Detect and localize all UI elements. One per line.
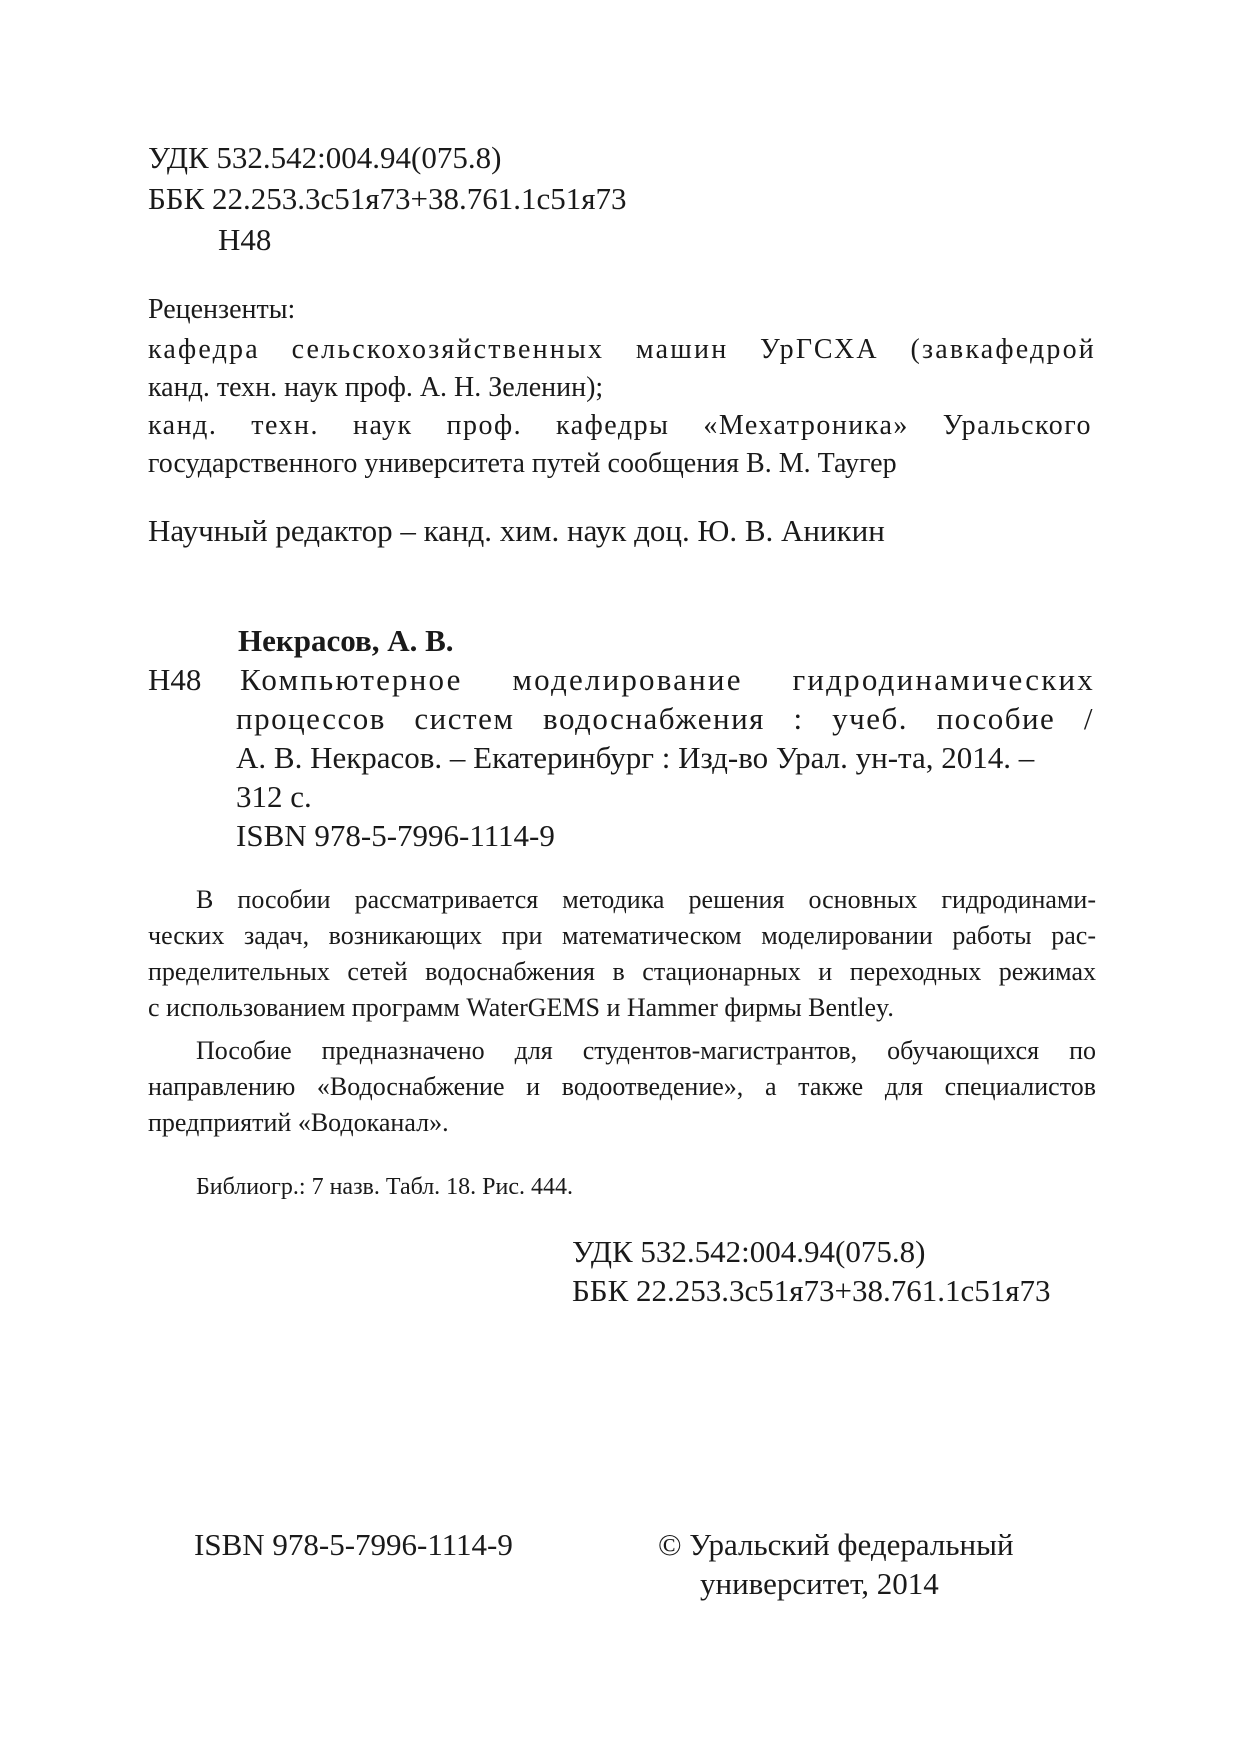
bibliography-note: Библиогр.: 7 назв. Табл. 18. Рис. 444. [196, 1174, 574, 1200]
copyright-line-2: университет, 2014 [700, 1566, 939, 1601]
record-mark: Н48 [148, 662, 202, 697]
annotation-line-3: пределительных сетей водоснабжения в стационарных и переходных режимах [148, 957, 1096, 986]
annotation-line-4: с использованием программ WaterGEMS и Hammer фирмы Bentley. [148, 993, 894, 1022]
annotation-line-7: предприятий «Водоканал». [148, 1108, 449, 1137]
udk-code-bottom: УДК 532.542:004.94(075.8) [572, 1234, 926, 1269]
record-title-line-1: Компьютерное моделирование гидродинамических [240, 662, 1095, 697]
footer-isbn: ISBN 978-5-7996-1114-9 [194, 1527, 513, 1562]
record-author: Некрасов, А. В. [238, 623, 454, 658]
reviewer-line-1: кафедра сельскохозяйственных машин УрГСХА (завкафедрой [148, 334, 1096, 365]
annotation-line-2: ческих задач, возникающих при математическом моделировании работы рас- [148, 921, 1096, 950]
record-isbn: ISBN 978-5-7996-1114-9 [236, 818, 555, 853]
reviewer-line-4: государственного университета путей сообщения В. М. Таугер [148, 448, 897, 479]
udk-code: УДК 532.542:004.94(075.8) [148, 140, 502, 175]
annotation-line-1: В пособии рассматривается методика решения основных гидродинами- [196, 885, 1096, 914]
author-mark: Н48 [218, 222, 272, 257]
record-title-line-3: А. В. Некрасов. – Екатеринбург : Изд-во Урал. ун-та, 2014. – [236, 740, 1035, 775]
bbk-code-bottom: ББК 22.253.3с51я73+38.761.1с51я73 [572, 1273, 1051, 1308]
annotation-line-6: направлению «Водоснабжение и водоотведение», а также для специалистов [148, 1072, 1096, 1101]
record-pages: 312 с. [236, 779, 312, 814]
copyright-line-1: © Уральский федеральный [658, 1527, 1014, 1562]
annotation-line-5: Пособие предназначено для студентов-магистрантов, обучающихся по [196, 1036, 1096, 1065]
bbk-code: ББК 22.253.3с51я73+38.761.1с51я73 [148, 181, 627, 216]
record-title-line-2: процессов систем водоснабжения : учеб. пособие / [236, 701, 1094, 736]
reviewers-heading: Рецензенты: [148, 294, 296, 325]
reviewer-line-3: канд. техн. наук проф. кафедры «Мехатроника» Уральского [148, 410, 1092, 441]
reviewer-line-2: канд. техн. наук проф. А. Н. Зеленин); [148, 372, 604, 403]
scientific-editor: Научный редактор – канд. хим. наук доц. Ю. В. Аникин [148, 513, 885, 548]
